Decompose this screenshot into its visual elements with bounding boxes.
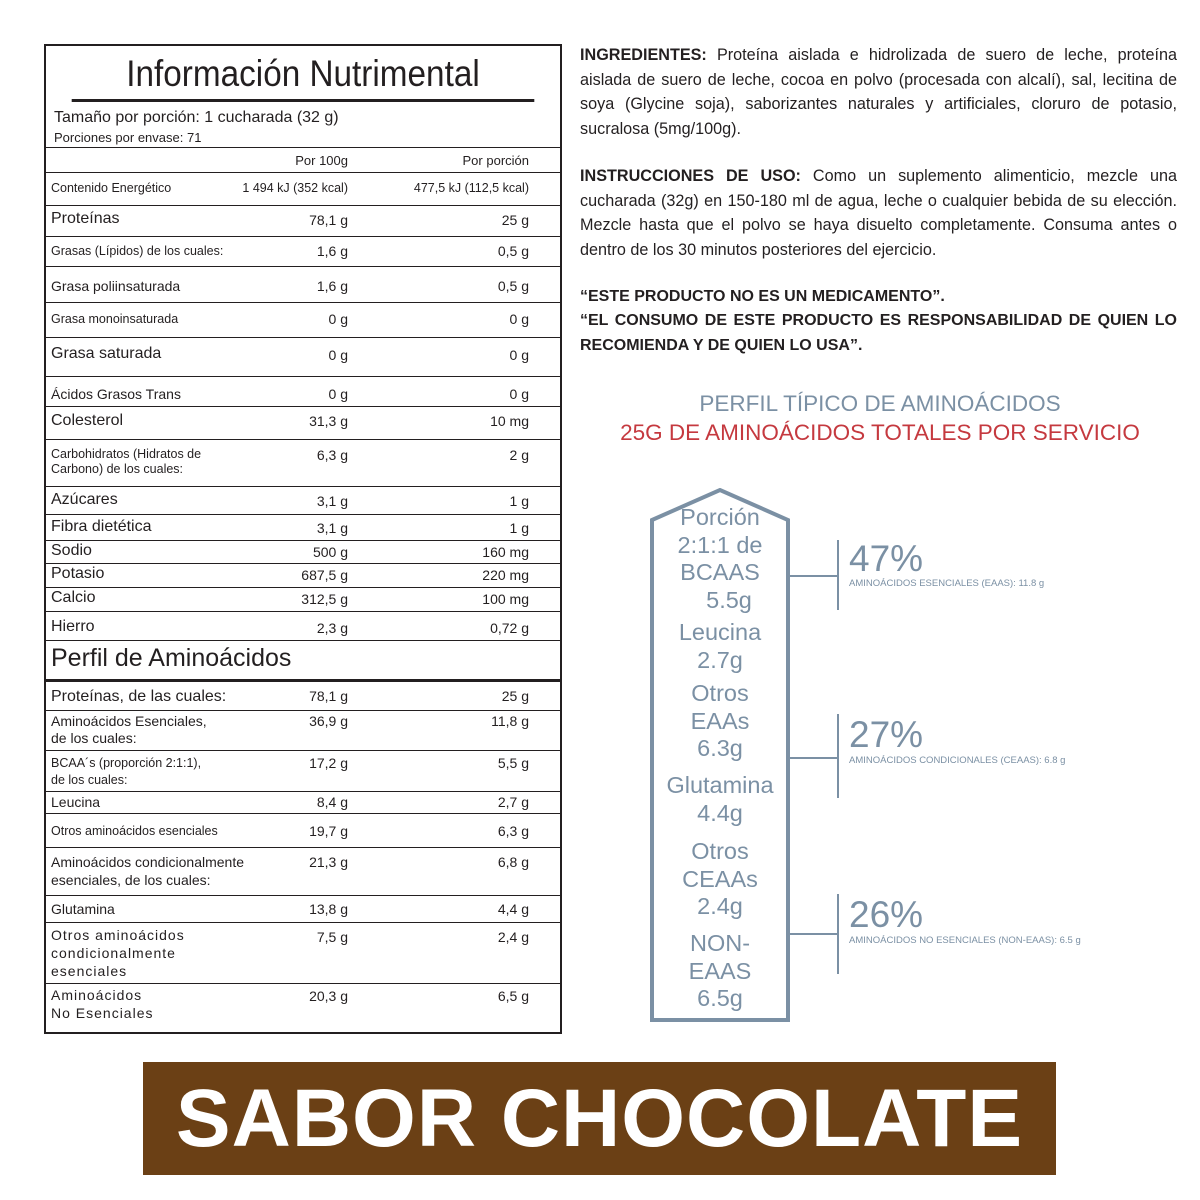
- amino-row-perserving: 11,8 g: [491, 713, 529, 729]
- row-per100: 3,1 g: [316, 493, 348, 509]
- amino-row-perserving: 6,5 g: [497, 988, 529, 1004]
- amino-row-label: Leucina: [51, 794, 101, 810]
- row-perserving: 25 g: [501, 212, 529, 228]
- arrow-line: Leucina: [678, 619, 762, 645]
- servings-per-container: Porciones por envase: 71: [54, 130, 202, 145]
- arrow-item-leucina: [645, 619, 795, 674]
- row-label: Carbohidratos (Hidratos de: [51, 447, 202, 461]
- row-label: Azúcares: [51, 491, 118, 508]
- amino-row-label: Otros aminoácidos esenciales: [51, 824, 218, 838]
- row-per100: 3,1 g: [316, 520, 348, 536]
- divider: [46, 514, 560, 515]
- divider: [46, 172, 560, 173]
- amino-row-per100: 20,3 g: [309, 988, 348, 1004]
- arrow-line: EAAS: [688, 957, 752, 984]
- row-label: Calcio: [51, 589, 96, 606]
- divider: [46, 750, 560, 751]
- amino-row-label: Aminoácidos: [51, 987, 143, 1003]
- row-label: Grasa monoinsaturada: [51, 312, 179, 326]
- group-eaas-label: AMINOÁCIDOS ESENCIALES (EAAS): 11.8 g: [849, 578, 1045, 589]
- nutrition-facts-table: [44, 44, 562, 1034]
- row-perserving: 2 g: [509, 447, 529, 463]
- amino-row-perserving: 6,8 g: [497, 854, 529, 870]
- divider: [46, 540, 560, 541]
- arrow-item-glutamina: [645, 772, 795, 827]
- row-label: Grasa poliinsaturada: [51, 278, 181, 294]
- divider: [46, 983, 560, 984]
- flavor-text: SABOR CHOCOLATE: [175, 1073, 1024, 1164]
- divider: [46, 640, 560, 641]
- arrow-line: CEAAs: [682, 865, 758, 892]
- row-perserving: 0 g: [509, 386, 529, 402]
- instructions-heading: INSTRUCCIONES DE USO:: [580, 167, 801, 185]
- row-perserving: 0,5 g: [497, 243, 529, 259]
- group-ceaas-label: AMINOÁCIDOS CONDICIONALES (CEAAS): 6.8 g: [849, 755, 1066, 766]
- row-per100: 0 g: [328, 347, 348, 363]
- amino-row-label-line2: esenciales, de los cuales:: [51, 872, 211, 888]
- divider: [46, 922, 560, 923]
- amino-row-label-line2: de los cuales:: [51, 773, 128, 787]
- ingredients-text: [580, 43, 1177, 141]
- amino-row-label-line3: esenciales: [51, 963, 128, 979]
- arrow-line: 2.7g: [697, 646, 743, 673]
- row-label-line2: Carbono) de los cuales:: [51, 462, 184, 476]
- amino-row-per100: 36,9 g: [309, 713, 348, 729]
- row-label: Proteínas: [51, 210, 120, 227]
- row-label: Contenido Energético: [51, 181, 172, 195]
- amino-row-label: BCAA´s (proporción 2:1:1),: [51, 756, 202, 770]
- amino-row-per100: 7,5 g: [316, 929, 348, 945]
- divider: [46, 791, 560, 792]
- divider: [46, 710, 560, 711]
- arrow-item-otros-eaas: [645, 680, 795, 763]
- row-per100: 0 g: [328, 386, 348, 402]
- amino-row-per100: 13,8 g: [309, 901, 348, 917]
- amino-row-perserving: 2,4 g: [497, 929, 529, 945]
- arrow-line: Porción: [680, 504, 760, 530]
- amino-section-title: Perfil de Aminoácidos: [51, 644, 292, 672]
- row-per100: 1,6 g: [316, 243, 348, 259]
- amino-row-per100: 8,4 g: [316, 794, 348, 810]
- row-perserving: 1 g: [509, 493, 529, 509]
- divider: [46, 895, 560, 896]
- arrow-line: 4.4g: [697, 799, 743, 826]
- divider: [46, 611, 560, 612]
- group-brackets: [790, 540, 838, 974]
- amino-row-label-line2: condicionalmente: [51, 945, 176, 961]
- divider: [46, 813, 560, 814]
- row-label: Colesterol: [51, 412, 124, 429]
- amino-row-perserving: 2,7 g: [497, 794, 529, 810]
- amino-row-label-line2: No Esenciales: [51, 1005, 154, 1021]
- divider: [46, 563, 560, 564]
- group-noneaas-label: AMINOÁCIDOS NO ESENCIALES (NON-EAAS): 6.5 g: [849, 935, 1081, 946]
- amino-row-per100: 17,2 g: [309, 755, 348, 771]
- row-perserving: 0,72 g: [490, 620, 529, 636]
- row-label: Fibra dietética: [51, 518, 152, 535]
- amino-row-label: Aminoácidos condicionalmente: [51, 854, 244, 870]
- amino-row-perserving: 25 g: [501, 688, 529, 704]
- divider: [46, 486, 560, 487]
- arrow-line: BCAAS: [680, 559, 760, 585]
- amino-row-perserving: 6,3 g: [497, 823, 529, 839]
- divider: [46, 847, 560, 848]
- warning-responsibility: “EL CONSUMO DE ESTE PRODUCTO ES RESPONSABILIDAD DE QUIEN LO RECOMIENDA Y DE QUIEN LO USA”.: [580, 312, 1177, 354]
- row-per100: 2,3 g: [316, 620, 348, 636]
- arrow-line: NON-: [689, 930, 751, 956]
- amino-profile-title: PERFIL TÍPICO DE AMINOÁCIDOS: [699, 391, 1061, 416]
- ingredients-heading: INGREDIENTES:: [580, 46, 707, 64]
- row-perserving: 0,5 g: [497, 278, 529, 294]
- divider: [46, 337, 560, 338]
- arrow-item-non-eaas: [645, 930, 795, 1013]
- amino-profile-subtitle: 25G DE AMINOÁCIDOS TOTALES POR SERVICIO: [620, 420, 1140, 445]
- amino-row-label: Otros aminoácidos: [51, 927, 185, 943]
- row-per100: 31,3 g: [309, 413, 348, 429]
- row-perserving: 100 mg: [482, 591, 529, 607]
- row-per100: 6,3 g: [316, 447, 348, 463]
- divider: [46, 147, 560, 148]
- row-label: Sodio: [51, 542, 92, 559]
- amino-row-label-line2: de los cuales:: [51, 730, 137, 746]
- arrow-item-otros-ceaas: [645, 838, 795, 921]
- amino-row-per100: 21,3 g: [309, 854, 348, 870]
- nutrition-title: Información Nutrimental: [72, 46, 535, 102]
- group-noneaas-percent: 26%: [849, 894, 924, 935]
- row-perserving: 1 g: [509, 520, 529, 536]
- arrow-line: 6.3g: [697, 735, 743, 761]
- warning-not-medicine: “ESTE PRODUCTO NO ES UN MEDICAMENTO”.: [580, 288, 945, 305]
- instructions-text: [580, 164, 1177, 262]
- arrow-line: 2.4g: [697, 893, 743, 919]
- arrow-line: EAAs: [690, 707, 750, 734]
- divider: [46, 406, 560, 407]
- row-perserving: 0 g: [509, 347, 529, 363]
- arrow-line: 2:1:1 de: [677, 531, 763, 558]
- divider: [46, 302, 560, 303]
- row-label: Grasa saturada: [51, 345, 162, 362]
- row-per100: 500 g: [312, 544, 348, 560]
- amino-row-per100: 78,1 g: [309, 688, 348, 704]
- divider: [46, 236, 560, 237]
- row-perserving: 10 mg: [490, 413, 529, 429]
- arrow-line: Otros: [691, 838, 749, 864]
- row-per100: 312,5 g: [301, 591, 348, 607]
- amino-row-label: Aminoácidos Esenciales,: [51, 713, 207, 729]
- col-header-per100: Por 100g: [295, 153, 348, 168]
- divider: [46, 205, 560, 206]
- arrow-line: Glutamina: [666, 772, 774, 798]
- amino-row-per100: 19,7 g: [309, 823, 348, 839]
- row-perserving: 477,5 kJ (112,5 kcal): [413, 181, 529, 195]
- instructions-body: Como un suplemento alimenticio, mezcle una cucharada (32g) en 150-180 ml de agua, leche o cualquier bebida de su elección. Mezcle hasta que el polvo se haya disuelto completamente. Consuma antes o dentro de los 30 minutos posteriores del ejercicio.: [580, 167, 1177, 259]
- row-label: Hierro: [51, 618, 95, 635]
- col-header-perserving: Por porción: [462, 153, 529, 168]
- amino-row-perserving: 5,5 g: [497, 755, 529, 771]
- group-ceaas-percent: 27%: [849, 714, 924, 755]
- divider: [46, 679, 560, 682]
- row-per100: 78,1 g: [309, 212, 348, 228]
- amino-row-label: Proteínas, de las cuales:: [51, 688, 227, 705]
- arrow-line: 5.5g: [706, 586, 752, 613]
- serving-size: Tamaño por porción: 1 cucharada (32 g): [54, 109, 339, 126]
- row-perserving: 0 g: [509, 311, 529, 327]
- row-label: Potasio: [51, 565, 105, 582]
- row-per100: 0 g: [328, 311, 348, 327]
- arrow-line: 6.5g: [697, 985, 743, 1011]
- arrow-line: Otros: [691, 680, 749, 706]
- flavor-banner: [143, 1062, 1056, 1175]
- amino-row-label: Glutamina: [51, 901, 115, 917]
- row-per100: 1 494 kJ (352 kcal): [242, 181, 348, 195]
- row-label: Ácidos Grasos Trans: [51, 386, 181, 402]
- row-per100: 1,6 g: [316, 278, 348, 294]
- row-per100: 687,5 g: [301, 567, 348, 583]
- row-perserving: 160 mg: [482, 544, 529, 560]
- divider: [46, 376, 560, 377]
- row-label: Grasas (Lípidos) de los cuales:: [51, 244, 224, 258]
- amino-row-perserving: 4,4 g: [497, 901, 529, 917]
- group-eaas-percent: 47%: [849, 538, 924, 579]
- divider: [46, 266, 560, 267]
- divider: [46, 439, 560, 440]
- row-perserving: 220 mg: [482, 567, 529, 583]
- ingredients-body: Proteína aislada e hidrolizada de suero de leche, proteína aislada de suero de leche, cocoa en polvo (procesada con alcalí), sal, lecitina de soya (Glycine soja), saborizantes naturales y artificiales, cloruro de potasio, sucralosa (5mg/100g).: [580, 46, 1177, 138]
- divider: [46, 587, 560, 588]
- arrow-item-bcaas: [645, 504, 795, 614]
